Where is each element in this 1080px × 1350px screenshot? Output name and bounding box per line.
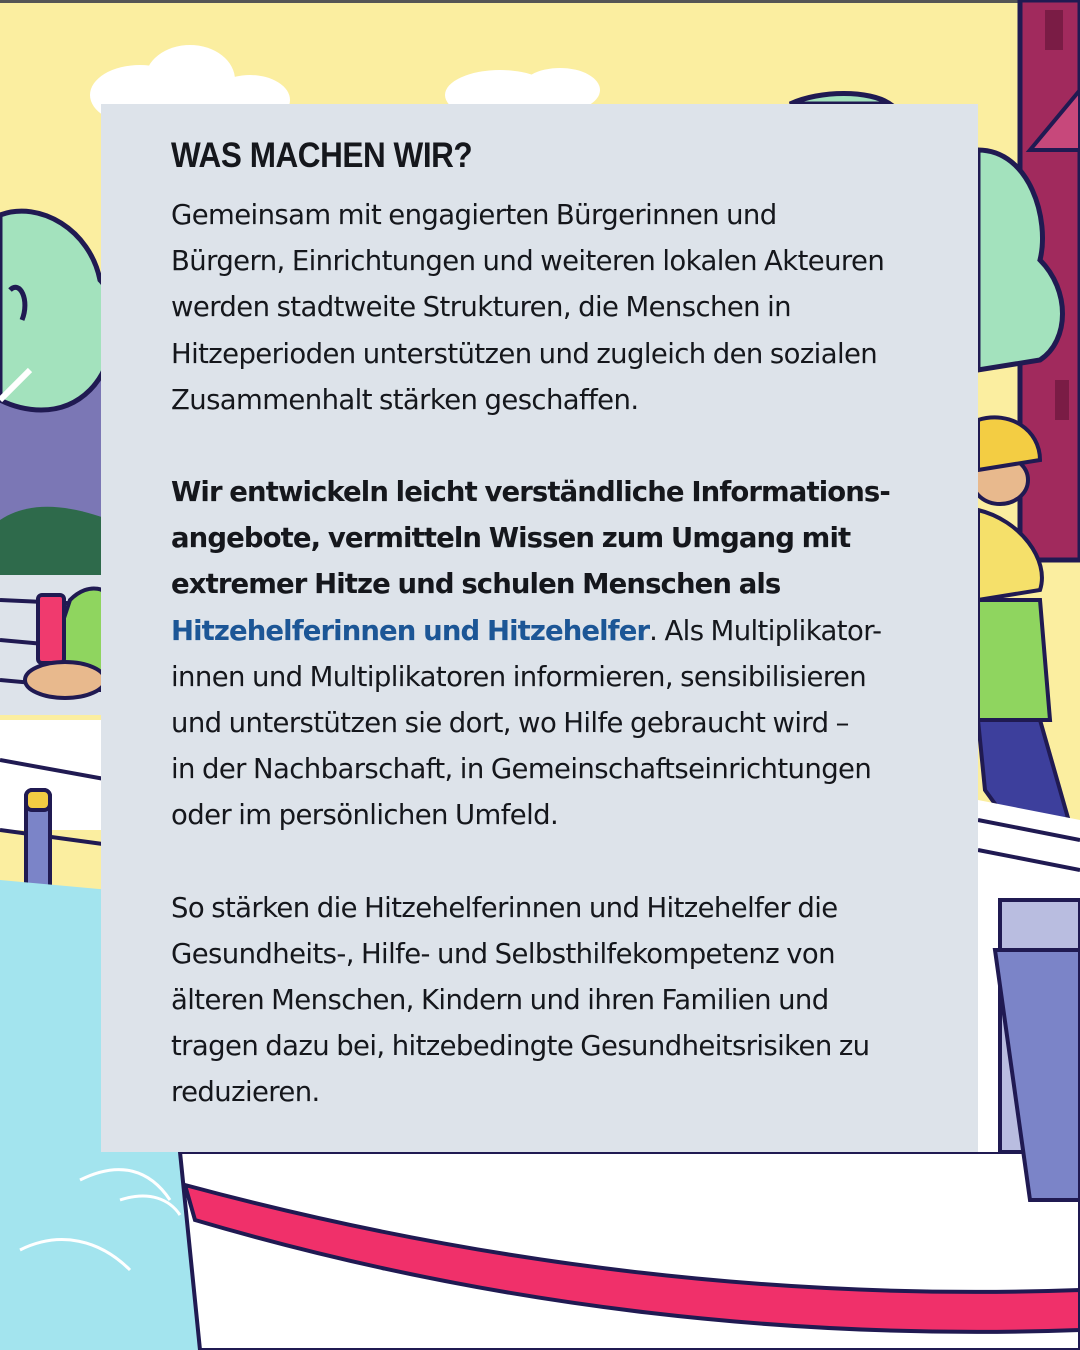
- text-line: älteren Menschen, Kindern und ihren Familien und: [171, 984, 829, 1017]
- path-shape: [978, 800, 1080, 1200]
- bold-text-line: extremer Hitze und schulen Menschen als: [171, 568, 781, 601]
- text-line: in der Nachbarschaft, in Gemeinschaftseinrichtungen: [171, 753, 872, 786]
- text-line: werden stadtweite Strukturen, die Menschen in: [171, 291, 791, 324]
- text-line: So stärken die Hitzehelferinnen und Hitzehelfer die: [171, 891, 838, 924]
- bollard-icon: [26, 790, 50, 890]
- text-line: Hitzeperioden unterstützen und zugleich den sozialen: [171, 337, 878, 370]
- boat-icon: [180, 1152, 1080, 1350]
- top-frame-line: [0, 0, 1080, 3]
- program-paragraph: [171, 469, 918, 839]
- text-line: reduzieren.: [171, 1076, 320, 1109]
- section-heading: WAS MACHEN WIR?: [171, 136, 473, 175]
- text-line: tragen dazu bei, hitzebedingte Gesundheitsrisiken zu: [171, 1030, 870, 1063]
- info-card: [101, 104, 978, 1152]
- person-icon: [25, 588, 110, 698]
- intro-paragraph: [171, 192, 918, 423]
- text-line: und unterstützen sie dort, wo Hilfe gebraucht wird –: [171, 707, 849, 740]
- text-line: innen und Multiplikatoren informieren, sensibilisieren: [171, 660, 867, 693]
- text-line: Gemeinsam mit engagierten Bürgerinnen und: [171, 199, 777, 231]
- impact-paragraph: [171, 885, 918, 1116]
- bold-text-line: Wir entwickeln leicht verständliche Informations-: [171, 476, 890, 509]
- text-line: Zusammenhalt stärken geschaffen.: [171, 383, 639, 416]
- text-line: Gesundheits-, Hilfe- und Selbsthilfekompetenz von: [171, 937, 835, 970]
- bold-text-line: angebote, vermitteln Wissen zum Umgang mit: [171, 522, 851, 555]
- text-line: oder im persönlichen Umfeld.: [171, 799, 559, 832]
- hitzehelfer-link[interactable]: Hitzehelferinnen und Hitzehelfer: [171, 614, 650, 647]
- text-line: Bürgern, Einrichtungen und weiteren lokalen Akteuren: [171, 245, 885, 278]
- text-line: . Als Multiplikator-: [649, 614, 882, 647]
- dark-hedge: [0, 507, 110, 580]
